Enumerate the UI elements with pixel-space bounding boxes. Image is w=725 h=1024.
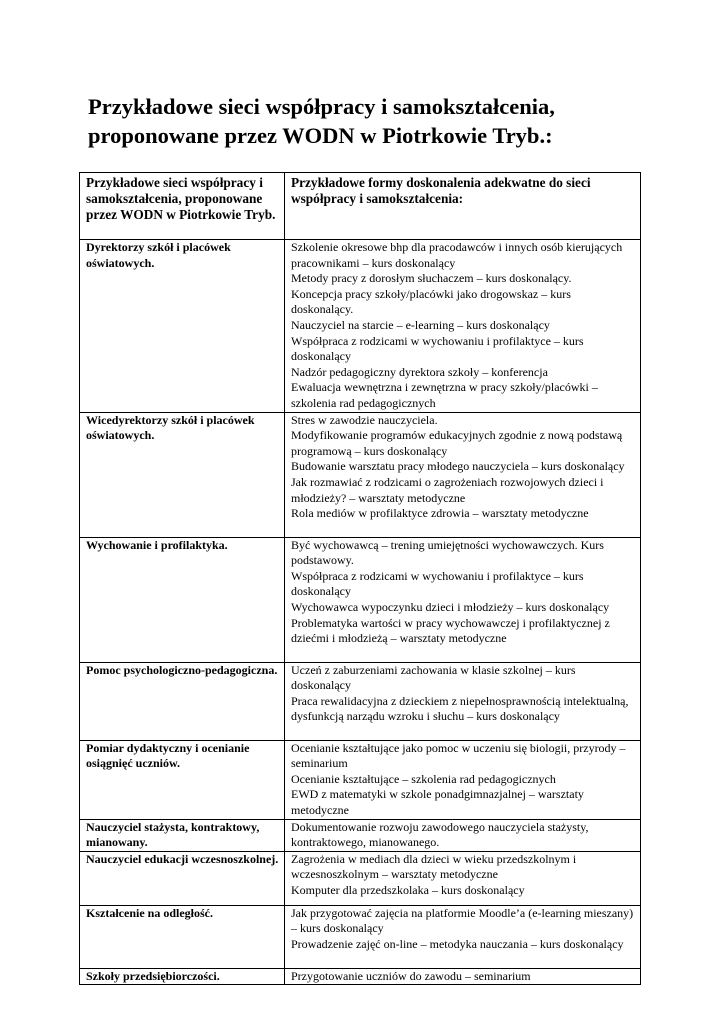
form-item: Ewaluacja wewnętrzna i zewnętrzna w pracy szkoły/placówki – szkolenia rad pedagogicznych: [291, 380, 598, 410]
forms-cell: [285, 968, 641, 985]
network-name: Dyrektorzy szkół i placówek oświatowych.: [80, 240, 285, 413]
form-item: Budowanie warsztatu pracy młodego nauczyciela – kurs doskonalący: [291, 459, 625, 474]
form-item: Przygotowanie uczniów do zawodu – seminarium: [291, 968, 531, 983]
forms-cell: [285, 851, 641, 905]
form-item: Dokumentowanie rozwoju zawodowego nauczyciela stażysty, kontraktowego, mianowanego.: [291, 819, 589, 850]
form-item: Komputer dla przedszkolaka – kurs doskonalący: [291, 882, 525, 897]
form-item: Koncepcja pracy szkoły/placówki jako drogowskaz – kurs doskonalący.: [291, 286, 571, 317]
form-item: Współpraca z rodzicami w wychowaniu i profilaktyce – kurs doskonalący: [291, 568, 584, 599]
table-row: [80, 851, 641, 905]
table-row: [80, 740, 641, 819]
form-item: Prowadzenie zajęć on-line – metodyka nauczania – kurs doskonalący: [291, 936, 624, 951]
form-item: Wychowawca wypoczynku dzieci i młodzieży – kurs doskonalący: [291, 599, 610, 614]
network-name: Wicedyrektorzy szkół i placówek oświatowych.: [80, 412, 285, 537]
table-row: [80, 968, 641, 985]
form-item: Problematyka wartości w pracy wychowawczej i profilaktycznej z dziećmi i młodzieżą – warsztaty metodyczne: [291, 615, 610, 646]
table-row: [80, 662, 641, 740]
forms-cell: [285, 740, 641, 819]
forms-cell: [285, 819, 641, 851]
form-item: Stres w zawodzie nauczyciela.: [291, 412, 438, 427]
networks-table: [79, 172, 641, 985]
forms-cell: [285, 412, 641, 537]
form-item: Metody pracy z dorosłym słuchaczem – kurs doskonalący.: [291, 271, 572, 286]
header-networks: Przykładowe sieci współpracy i samokształcenia, proponowane przez WODN w Piotrkowie Tryb.: [80, 173, 285, 240]
form-item: Uczeń z zaburzeniami zachowania w klasie szkolnej – kurs doskonalący: [291, 662, 576, 693]
forms-cell: [285, 240, 641, 413]
forms-cell: [285, 537, 641, 662]
form-item: Szkolenie okresowe bhp dla pracodawców i innych osób kierujących pracownikami – kurs doskonalący: [291, 240, 623, 270]
form-item: Zagrożenia w mediach dla dzieci w wieku przedszkolnym i wczesnoszkolnym – warsztaty metodyczne: [291, 851, 577, 882]
form-item: Praca rewalidacyjna z dzieckiem z niepełnosprawnością intelektualną, dysfunkcją narządu wzroku i słuchu – kurs doskonalący: [291, 693, 629, 724]
form-item: Ocenianie kształtujące – szkolenia rad pedagogicznych: [291, 771, 556, 786]
form-item: Ocenianie kształtujące jako pomoc w uczeniu się biologii, przyrody – seminarium: [291, 740, 626, 771]
network-name: Pomiar dydaktyczny i ocenianie osiągnięć uczniów.: [80, 740, 285, 819]
form-item: EWD z matematyki w szkole ponadgimnazjalnej – warsztaty metodyczne: [291, 787, 584, 817]
form-item: Jak przygotować zajęcia na platformie Moodle’a (e-learning mieszany) – kurs doskonalący: [291, 905, 634, 936]
table-row: [80, 412, 641, 537]
table-row: [80, 819, 641, 851]
forms-cell: [285, 905, 641, 968]
page-title: Przykładowe sieci współpracy i samokształcenia, proponowane przez WODN w Piotrkowie Tryb.:: [88, 94, 555, 148]
table-row: [80, 537, 641, 662]
network-name: Wychowanie i profilaktyka.: [80, 537, 285, 662]
header-forms: Przykładowe formy doskonalenia adekwatne do sieci współpracy i samokształcenia:: [285, 173, 641, 240]
form-item: Rola mediów w profilaktyce zdrowia – warsztaty metodyczne: [291, 506, 589, 521]
network-name: Nauczyciel edukacji wczesnoszkolnej.: [80, 851, 285, 905]
table-header-row: [80, 173, 641, 240]
forms-cell: [285, 662, 641, 740]
network-name: Nauczyciel stażysta, kontraktowy, mianowany.: [80, 819, 285, 851]
form-item: Modyfikowanie programów edukacyjnych zgodnie z nową podstawą programową – kurs doskonalący: [291, 428, 623, 458]
table-row: [80, 905, 641, 968]
form-item: Współpraca z rodzicami w wychowaniu i profilaktyce – kurs doskonalący: [291, 333, 584, 364]
form-item: Nauczyciel na starcie – e-learning – kurs doskonalący: [291, 317, 550, 332]
network-name: Pomoc psychologiczno-pedagogiczna.: [80, 662, 285, 740]
form-item: Być wychowawcą – trening umiejętności wychowawczych. Kurs podstawowy.: [291, 537, 604, 568]
table-row: [80, 240, 641, 413]
network-name: Szkoły przedsiębiorczości.: [80, 968, 285, 985]
form-item: Jak rozmawiać z rodzicami o zagrożeniach rozwojowych dzieci i młodzieży? – warsztaty metodyczne: [291, 474, 604, 505]
network-name: Kształcenie na odległość.: [80, 905, 285, 968]
form-item: Nadzór pedagogiczny dyrektora szkoły – konferencja: [291, 364, 548, 379]
